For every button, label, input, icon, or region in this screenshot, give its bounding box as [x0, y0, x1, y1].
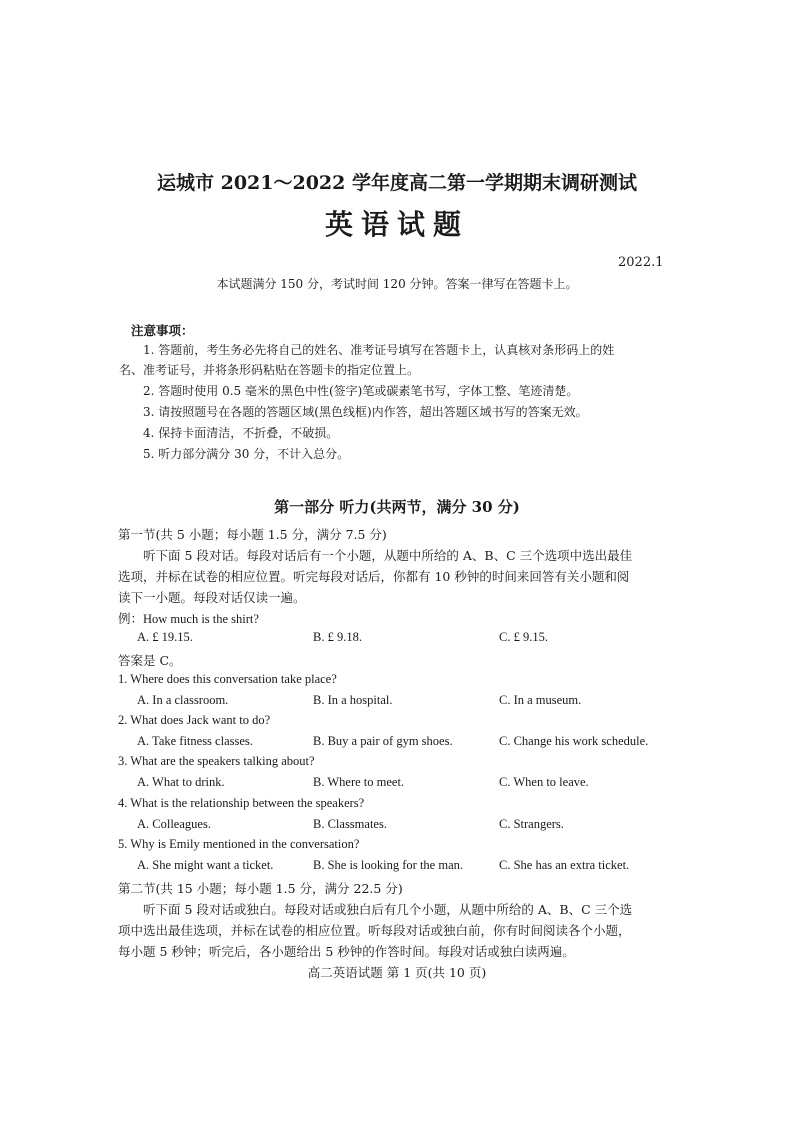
section2-heading: 第二节(共 15 小题；每小题 1.5 分，满分 22.5 分) [118, 881, 403, 896]
question-1-option-a: A. In a classroom. [137, 693, 229, 707]
note-line: 5. 听力部分满分 30 分，不计入总分。 [143, 447, 350, 461]
note-line: 3. 请按照题号在各题的答题区域(黑色线框)内作答，超出答题区域书写的答案无效。 [143, 405, 588, 419]
question-3: 3. What are the speakers talking about? [118, 754, 315, 768]
exam-title: 运城市 2021～2022 学年度高二第一学期期末调研测试 [157, 172, 637, 194]
note-line: 名、准考证号，并将条形码粘贴在答题卡的指定位置上。 [119, 363, 420, 377]
section1-instruction: 读下一小题。每段对话仅读一遍。 [118, 590, 306, 605]
note-line: 4. 保持卡面清洁，不折叠，不破损。 [143, 426, 339, 440]
example-option-c: C. £ 9.15. [499, 630, 548, 644]
part1-heading: 第一部分 听力(共两节，满分 30 分) [274, 498, 520, 516]
section1-instruction: 听下面 5 段对话。每段对话后有一个小题，从题中所给的 A、B、C 三个选项中选出最佳 [143, 548, 633, 563]
question-2-option-a: A. Take fitness classes. [137, 734, 253, 748]
question-2-option-c: C. Change his work schedule. [499, 734, 649, 748]
question-3-option-c: C. When to leave. [499, 775, 589, 789]
question-4: 4. What is the relationship between the speakers? [118, 796, 365, 810]
example-answer: 答案是 C。 [118, 653, 182, 668]
section1-heading: 第一节(共 5 小题；每小题 1.5 分，满分 7.5 分) [118, 527, 387, 542]
example-option-a: A. £ 19.15. [137, 630, 193, 644]
subject-title: 英语试题 [324, 208, 469, 241]
question-5-option-c: C. She has an extra ticket. [499, 858, 630, 872]
section2-instruction: 项中选出最佳选项，并标在试卷的相应位置。听每段对话或独白前，你有时间阅读各个小题， [118, 923, 631, 938]
question-2-option-b: B. Buy a pair of gym shoes. [313, 734, 453, 748]
question-4-option-b: B. Classmates. [313, 817, 387, 831]
question-3-option-a: A. What to drink. [137, 775, 225, 789]
exam-date: 2022.1 [618, 255, 664, 270]
notes-heading: 注意事项： [131, 323, 194, 338]
question-5: 5. Why is Emily mentioned in the conversation? [118, 837, 360, 851]
question-1-option-c: C. In a museum. [499, 693, 582, 707]
example-question: 例：How much is the shirt? [118, 612, 259, 626]
question-2: 2. What does Jack want to do? [118, 713, 271, 727]
section2-instruction: 每小题 5 秒钟；听完后，各小题给出 5 秒钟的作答时间。每段对话或独白读两遍。 [118, 944, 575, 959]
score-line: 本试题满分 150 分，考试时间 120 分钟。答案一律写在答题卡上。 [216, 277, 578, 291]
question-1: 1. Where does this conversation take place? [118, 672, 337, 686]
question-5-option-b: B. She is looking for the man. [313, 858, 463, 872]
note-line: 2. 答题时使用 0.5 毫米的黑色中性(签字)笔或碳素笔书写，字体工整、笔迹清楚。 [143, 384, 579, 398]
note-line: 1. 答题前，考生务必先将自己的姓名、准考证号填写在答题卡上，认真核对条形码上的姓 [143, 343, 615, 357]
section2-instruction: 听下面 5 段对话或独白。每段对话或独白后有几个小题，从题中所给的 A、B、C 三个选 [143, 902, 633, 917]
question-4-option-a: A. Colleagues. [137, 817, 211, 831]
question-1-option-b: B. In a hospital. [313, 693, 393, 707]
example-option-b: B. £ 9.18. [313, 630, 362, 644]
question-5-option-a: A. She might want a ticket. [137, 858, 274, 872]
question-4-option-c: C. Strangers. [499, 817, 564, 831]
section1-instruction: 选项，并标在试卷的相应位置。听完每段对话后，你都有 10 秒钟的时间来回答有关小题和阅 [118, 569, 630, 584]
question-3-option-b: B. Where to meet. [313, 775, 405, 789]
page-footer: 高二英语试题 第 1 页(共 10 页) [307, 965, 487, 980]
